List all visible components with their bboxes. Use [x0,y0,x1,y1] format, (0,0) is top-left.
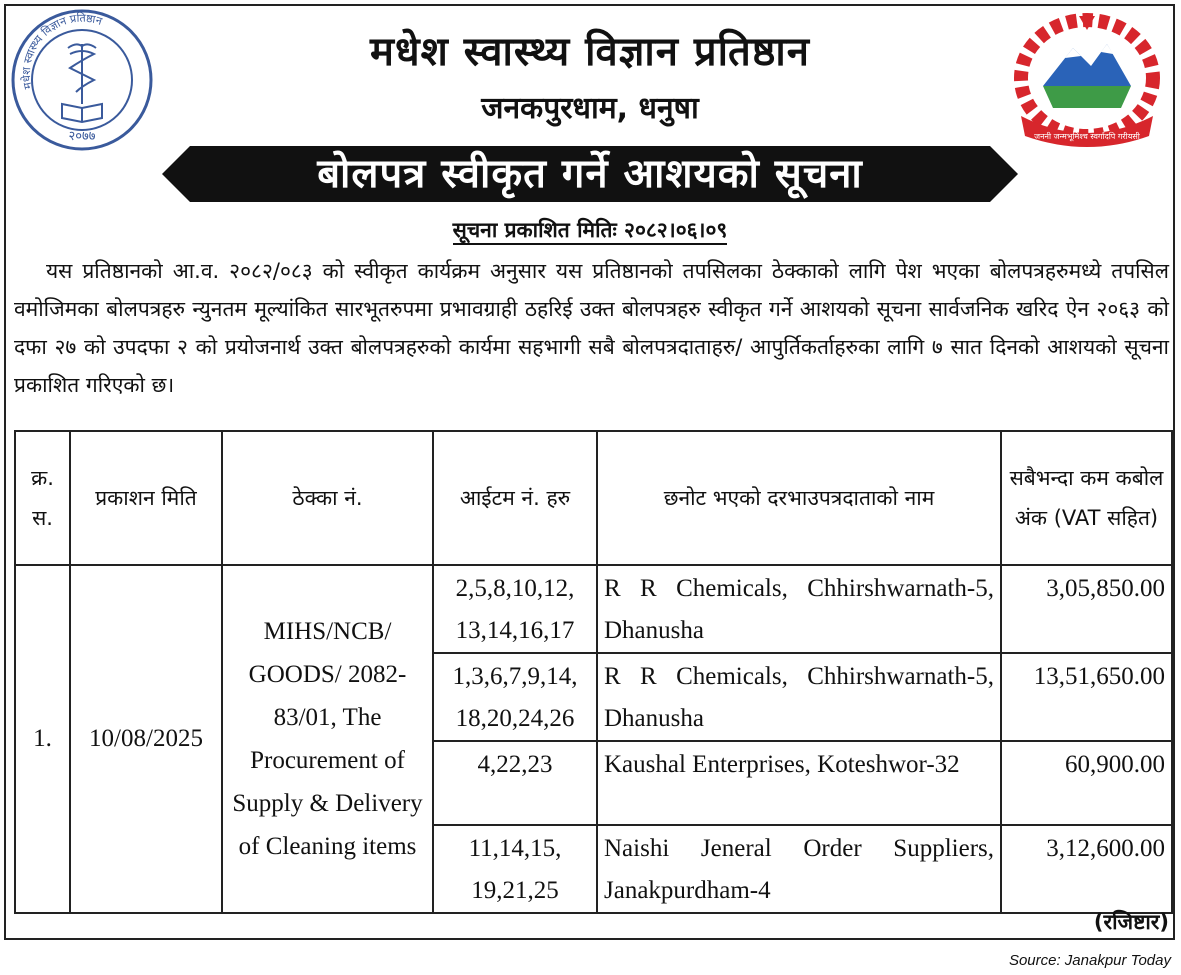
cell-items: 2,5,8,10,12, 13,14,16,17 [433,565,597,653]
cell-bidder: R R Chemicals, Chhirshwarnath-5, Dhanusha [597,565,1001,653]
header-date: प्रकाशन मिति [70,431,222,565]
cell-items: 1,3,6,7,9,14, 18,20,24,26 [433,653,597,741]
cell-tender: MIHS/NCB/ GOODS/ 2082-83/01, The Procurement of Supply & Delivery of Cleaning items [222,565,433,913]
cell-amount: 3,05,850.00 [1001,565,1172,653]
organization-address: जनकपुरधाम, धनुषा [481,91,699,126]
source-credit: Source: Janakpur Today [1008,952,1171,969]
notice-body [14,252,1169,404]
cell-amount: 13,51,650.00 [1001,653,1172,741]
cell-amount: 3,12,600.00 [1001,825,1172,913]
organization-name: मधेश स्वास्थ्य विज्ञान प्रतिष्ठान [370,29,810,75]
logo-ring-text: मधेश स्वास्थ्य विज्ञान प्रतिष्ठान [19,11,104,91]
cell-items: 4,22,23 [433,741,597,825]
institute-logo [10,8,154,152]
cell-bidder: Kaushal Enterprises, Koteshwor-32 [597,741,1001,825]
publish-date-text: सूचना प्रकाशित मितिः २०८२।०६।०९ [453,218,728,245]
nepal-emblem-icon [1003,8,1171,154]
header-items: आईटम नं. हरु [433,431,597,565]
table-row [15,565,1172,653]
publish-date [300,216,880,244]
registrar-signature: (रजिष्टार) [1093,910,1169,934]
table-header-row [15,431,1172,565]
notice-title: बोलपत्र स्वीकृत गर्ने आशयको सूचना [317,151,863,197]
cell-amount: 60,900.00 [1001,741,1172,825]
logo-year: २०७७ [68,129,96,144]
cell-items: 11,14,15, 19,21,25 [433,825,597,913]
header-amount: सबैभन्दा कम कबोल अंक (VAT सहित) [1001,431,1172,565]
header-sn: क्र. स. [15,431,70,565]
caduceus-book-icon [62,44,102,122]
header-tender: ठेक्का नं. [222,431,433,565]
notice-title-banner [160,142,1020,206]
cell-date: 10/08/2025 [70,565,222,913]
cell-bidder: Naishi Jeneral Order Suppliers, Janakpurdham-4 [597,825,1001,913]
cell-sn: 1. [15,565,70,913]
bid-table [14,430,1173,914]
cell-bidder: R R Chemicals, Chhirshwarnath-5, Dhanusha [597,653,1001,741]
header-bidder: छनोट भएको दरभाउपत्रदाताको नाम [597,431,1001,565]
emblem-motto: जननी जन्मभूमिश्च स्वर्गादपि गरीयसी [1034,132,1140,141]
notice-paragraph: यस प्रतिष्ठानको आ.व. २०८२/०८३ को स्वीकृत कार्यक्रम अनुसार यस प्रतिष्ठानको तपसिलका ठेक्काको लागि पेश भएका बोलपत्रहरुमध्ये तपसिल वमोजिमका बोलपत्रहरु न्युनतम मूल्यांकित सारभूतरुपमा प्रभावग्राही ठहरिई उक्त बोलपत्रहरु स्वीकृत गर्ने आशयको सूचना सार्वजनिक खरिद ऐन २०६३ को दफा २७ को उपदफा २ को प्रयोजनार्थ उक्त बोलपत्रहरुको कार्यमा सहभागी सबै बोलपत्रदाताहरु/ आपुर्तिकर्ताहरुका लागि ७ सात दिनको आशयको सूचना प्रकाशित गरिएको छ। [14,259,1169,397]
